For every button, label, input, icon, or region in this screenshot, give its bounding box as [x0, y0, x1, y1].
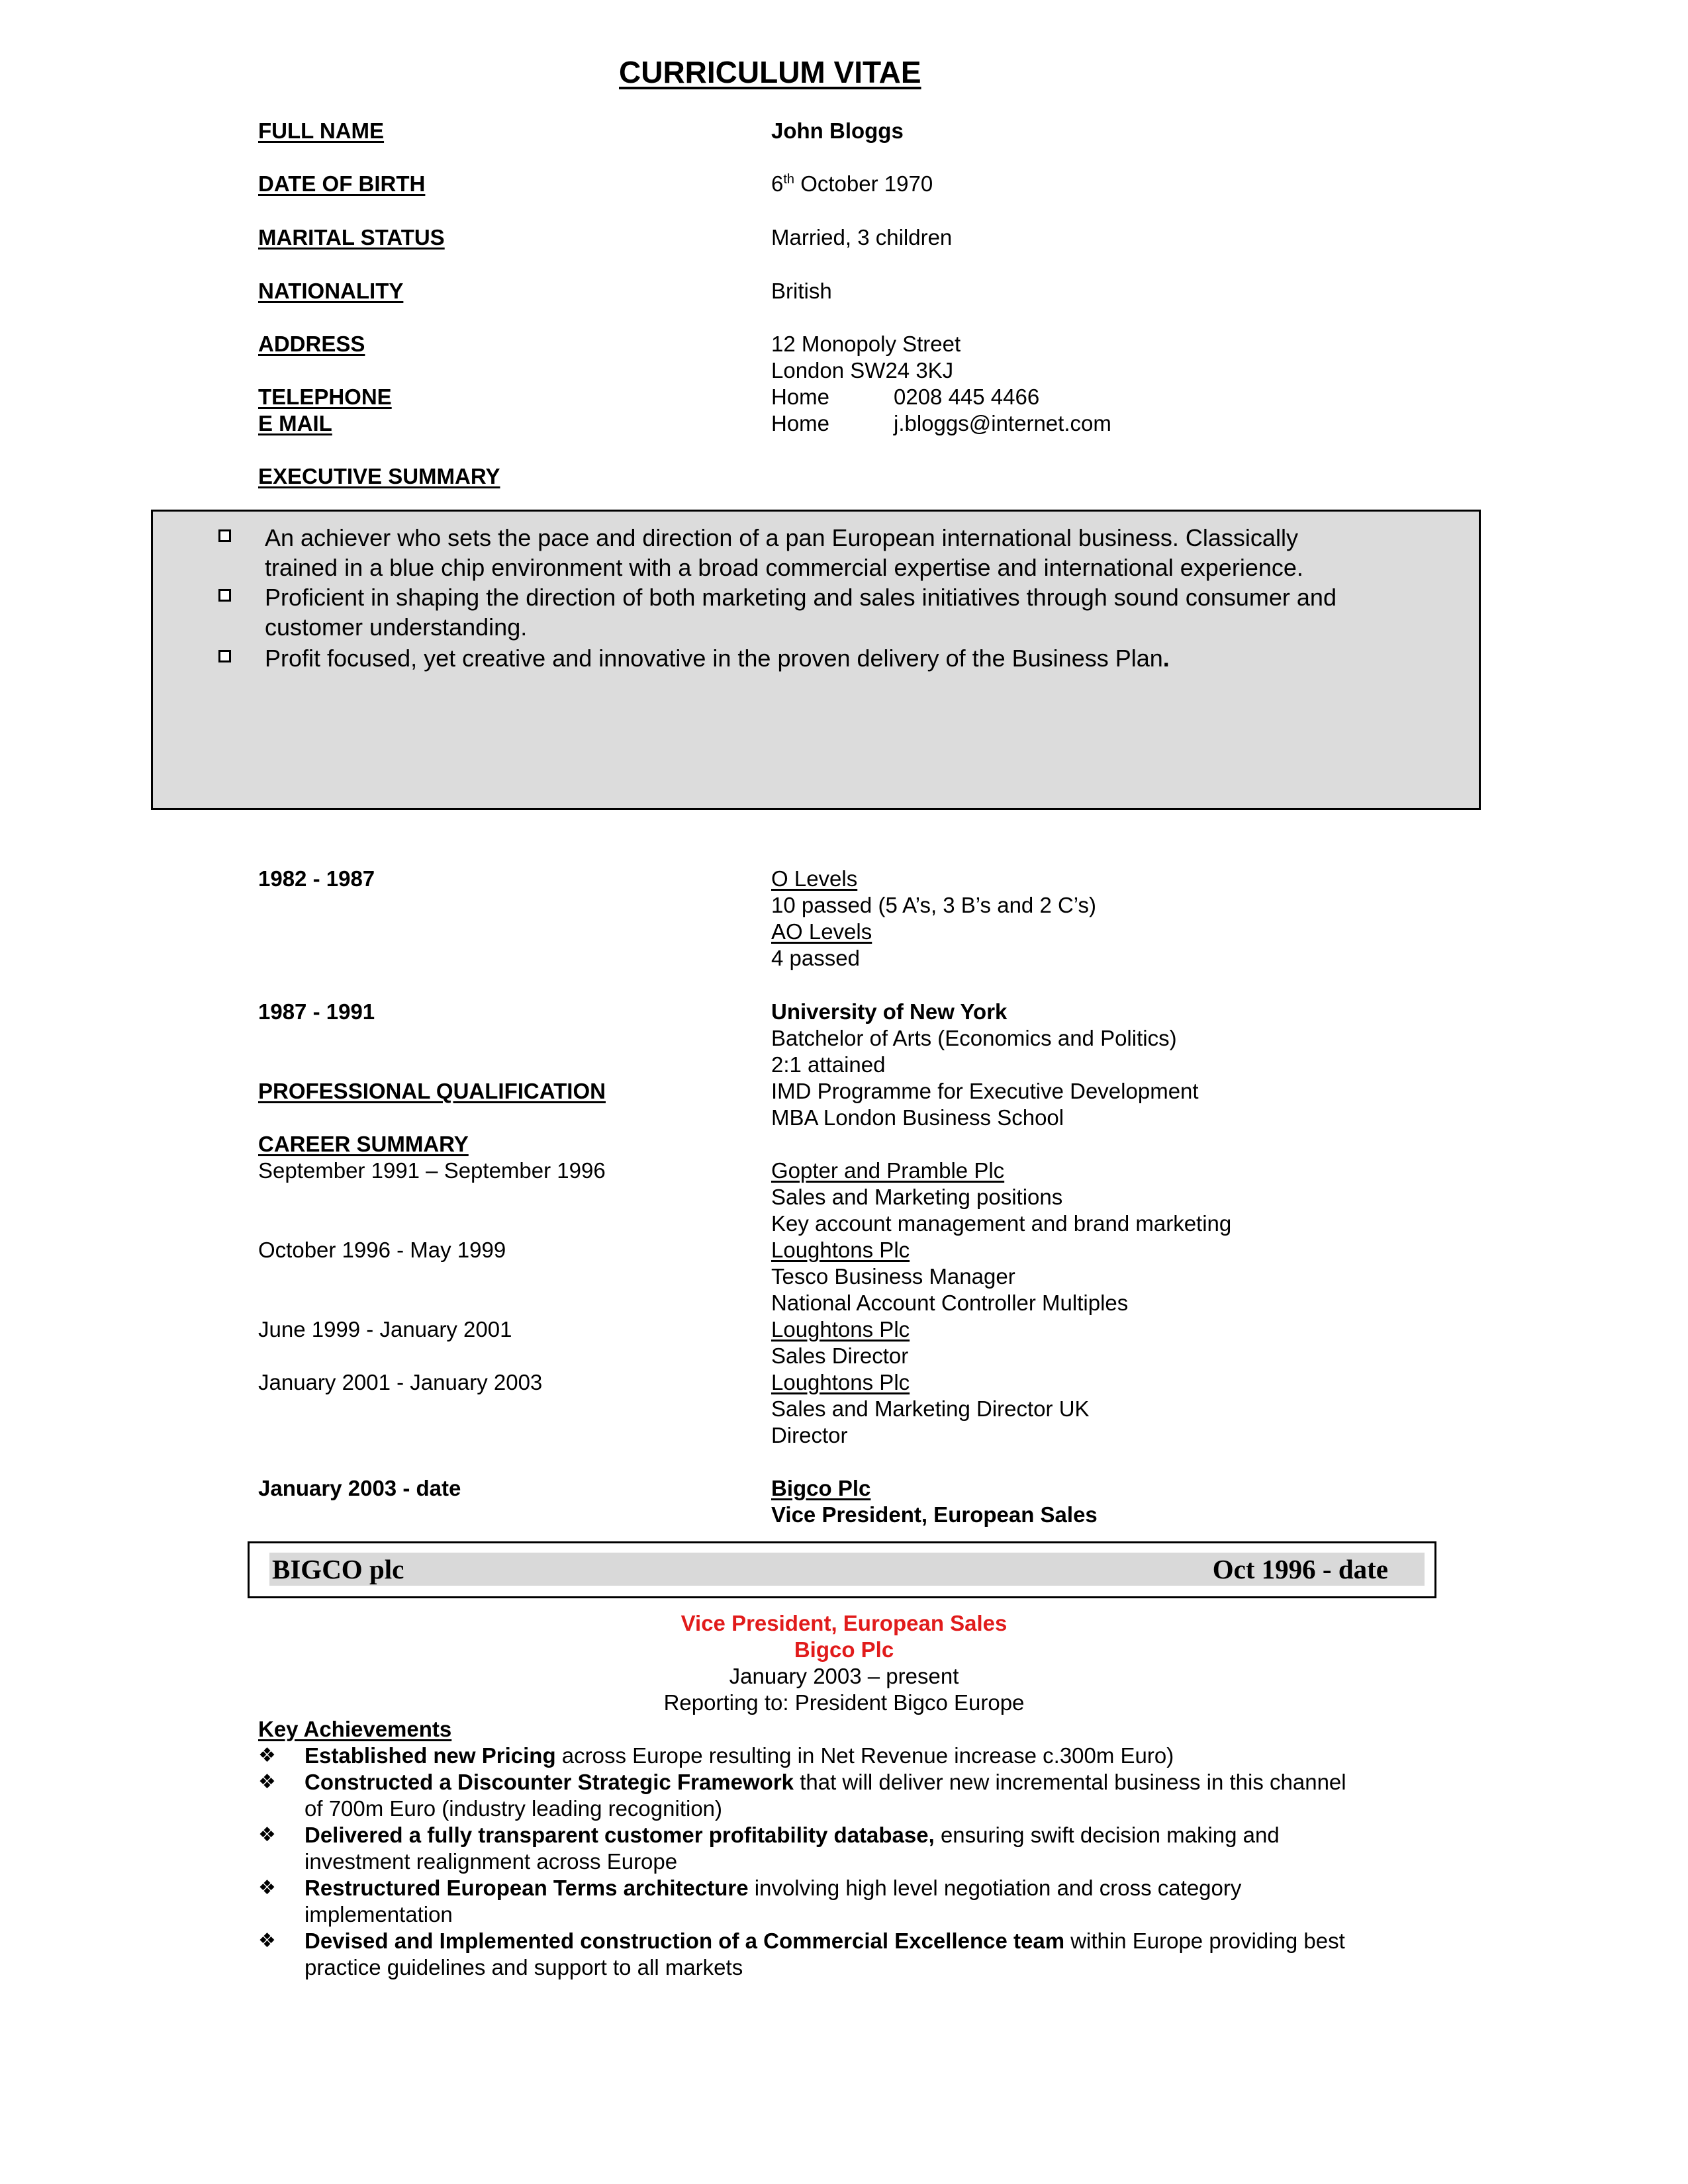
summary-bullet-3: Profit focused, yet creative and innovative in the proven delivery of the Business Plan.	[265, 645, 1170, 672]
career-company: Loughtons Plc	[771, 1238, 910, 1262]
summary-bullet-2-line-2: customer understanding.	[265, 614, 528, 641]
career-role: Tesco Business Manager	[771, 1264, 1015, 1289]
four-diamond-icon: ❖	[258, 1744, 276, 1767]
email-label: E MAIL	[258, 411, 332, 435]
address-label: ADDRESS	[258, 332, 365, 356]
career-period: January 2001 - January 2003	[258, 1370, 543, 1394]
career-period: October 1996 - May 1999	[258, 1238, 506, 1262]
career-company: Gopter and Pramble Plc	[771, 1158, 1005, 1183]
four-diamond-icon: ❖	[258, 1823, 276, 1846]
checkbox-square-icon	[218, 650, 231, 662]
career-period: September 1991 – September 1996	[258, 1158, 606, 1183]
o-levels-heading: O Levels	[771, 866, 858, 891]
achievement-5-line-2: practice guidelines and support to all markets	[305, 1955, 743, 1979]
executive-summary-heading: EXECUTIVE SUMMARY	[258, 464, 500, 488]
achievement-4-line-2: implementation	[305, 1902, 453, 1927]
checkbox-square-icon	[218, 589, 231, 602]
qualification-1: IMD Programme for Executive Development	[771, 1079, 1199, 1103]
career-role: Key account management and brand marketing	[771, 1211, 1232, 1236]
career-company: Loughtons Plc	[771, 1370, 910, 1394]
telephone-value: 0208 445 4466	[894, 385, 1040, 409]
summary-bullet-1-line-2: trained in a blue chip environment with a broad commercial expertise and international experience.	[265, 554, 1303, 581]
bigco-banner-band	[269, 1553, 1425, 1586]
career-summary-heading: CAREER SUMMARY	[258, 1132, 469, 1156]
achievement-3: Delivered a fully transparent customer profitability database, ensuring swift decision making and	[305, 1823, 1280, 1847]
address-line-2: London SW24 3KJ	[771, 358, 954, 383]
checkbox-square-icon	[218, 529, 231, 542]
current-role: Vice President, European Sales	[771, 1502, 1098, 1527]
bigco-banner-dates: Oct 1996 - date	[1212, 1554, 1388, 1584]
o-levels-result: 10 passed (5 A’s, 3 B’s and 2 C’s)	[771, 893, 1097, 917]
telephone-label: TELEPHONE	[258, 385, 392, 409]
education-period-2: 1987 - 1991	[258, 999, 375, 1024]
achievement-3-line-2: investment realignment across Europe	[305, 1849, 678, 1874]
degree-grade: 2:1 attained	[771, 1052, 886, 1077]
role-company: Bigco Plc	[794, 1637, 894, 1662]
page-title: CURRICULUM VITAE	[619, 55, 921, 89]
career-role: National Account Controller Multiples	[771, 1291, 1129, 1315]
full-name-value: John Bloggs	[771, 118, 904, 143]
career-role: Sales and Marketing Director UK	[771, 1396, 1090, 1421]
nationality-value: British	[771, 279, 832, 303]
current-company: Bigco Plc	[771, 1476, 871, 1500]
dob-label: DATE OF BIRTH	[258, 171, 426, 196]
career-company: Loughtons Plc	[771, 1317, 910, 1342]
summary-bullet-2-line-1: Proficient in shaping the direction of both marketing and sales initiatives through sound consumer and	[265, 584, 1336, 611]
four-diamond-icon: ❖	[258, 1770, 276, 1794]
ao-levels-result: 4 passed	[771, 946, 860, 970]
marital-label: MARITAL STATUS	[258, 225, 445, 250]
career-role: Sales Director	[771, 1343, 909, 1368]
qualification-2: MBA London Business School	[771, 1105, 1064, 1130]
education-period-1: 1982 - 1987	[258, 866, 375, 891]
email-type: Home	[771, 411, 830, 435]
achievement-4: Restructured European Terms architecture involving high level negotiation and cross category	[305, 1876, 1242, 1900]
key-achievements-heading: Key Achievements	[258, 1717, 452, 1741]
achievement-2-line-2: of 700m Euro (industry leading recognition)	[305, 1796, 723, 1821]
role-dates: January 2003 – present	[729, 1664, 959, 1688]
achievement-5: Devised and Implemented construction of a Commercial Excellence team within Europe providing best	[305, 1929, 1345, 1953]
current-period: January 2003 - date	[258, 1476, 461, 1500]
university-name: University of New York	[771, 999, 1008, 1024]
summary-bullet-1-line-1: An achiever who sets the pace and direction of a pan European international business. Classically	[265, 524, 1298, 551]
achievement-1: Established new Pricing across Europe resulting in Net Revenue increase c.300m Euro)	[305, 1743, 1174, 1768]
role-reporting: Reporting to: President Bigco Europe	[663, 1690, 1025, 1715]
career-period: June 1999 - January 2001	[258, 1317, 512, 1342]
telephone-type: Home	[771, 385, 830, 409]
marital-value: Married, 3 children	[771, 225, 953, 250]
achievement-2: Constructed a Discounter Strategic Framework that will deliver new incremental business in this channel	[305, 1770, 1346, 1794]
four-diamond-icon: ❖	[258, 1876, 276, 1899]
address-line-1: 12 Monopoly Street	[771, 332, 961, 356]
professional-qualification-label: PROFESSIONAL QUALIFICATION	[258, 1079, 606, 1103]
email-value: j.bloggs@internet.com	[894, 411, 1111, 435]
four-diamond-icon: ❖	[258, 1929, 276, 1952]
degree: Batchelor of Arts (Economics and Politics)	[771, 1026, 1177, 1050]
full-name-label: FULL NAME	[258, 118, 385, 143]
career-role: Sales and Marketing positions	[771, 1185, 1063, 1209]
dob-value: 6th October 1970	[771, 171, 933, 196]
career-role: Director	[771, 1423, 848, 1447]
role-title: Vice President, European Sales	[680, 1611, 1008, 1635]
bigco-banner-company: BIGCO plc	[272, 1554, 404, 1584]
nationality-label: NATIONALITY	[258, 279, 404, 303]
bigco-banner	[248, 1541, 1436, 1598]
ao-levels-heading: AO Levels	[771, 919, 872, 944]
